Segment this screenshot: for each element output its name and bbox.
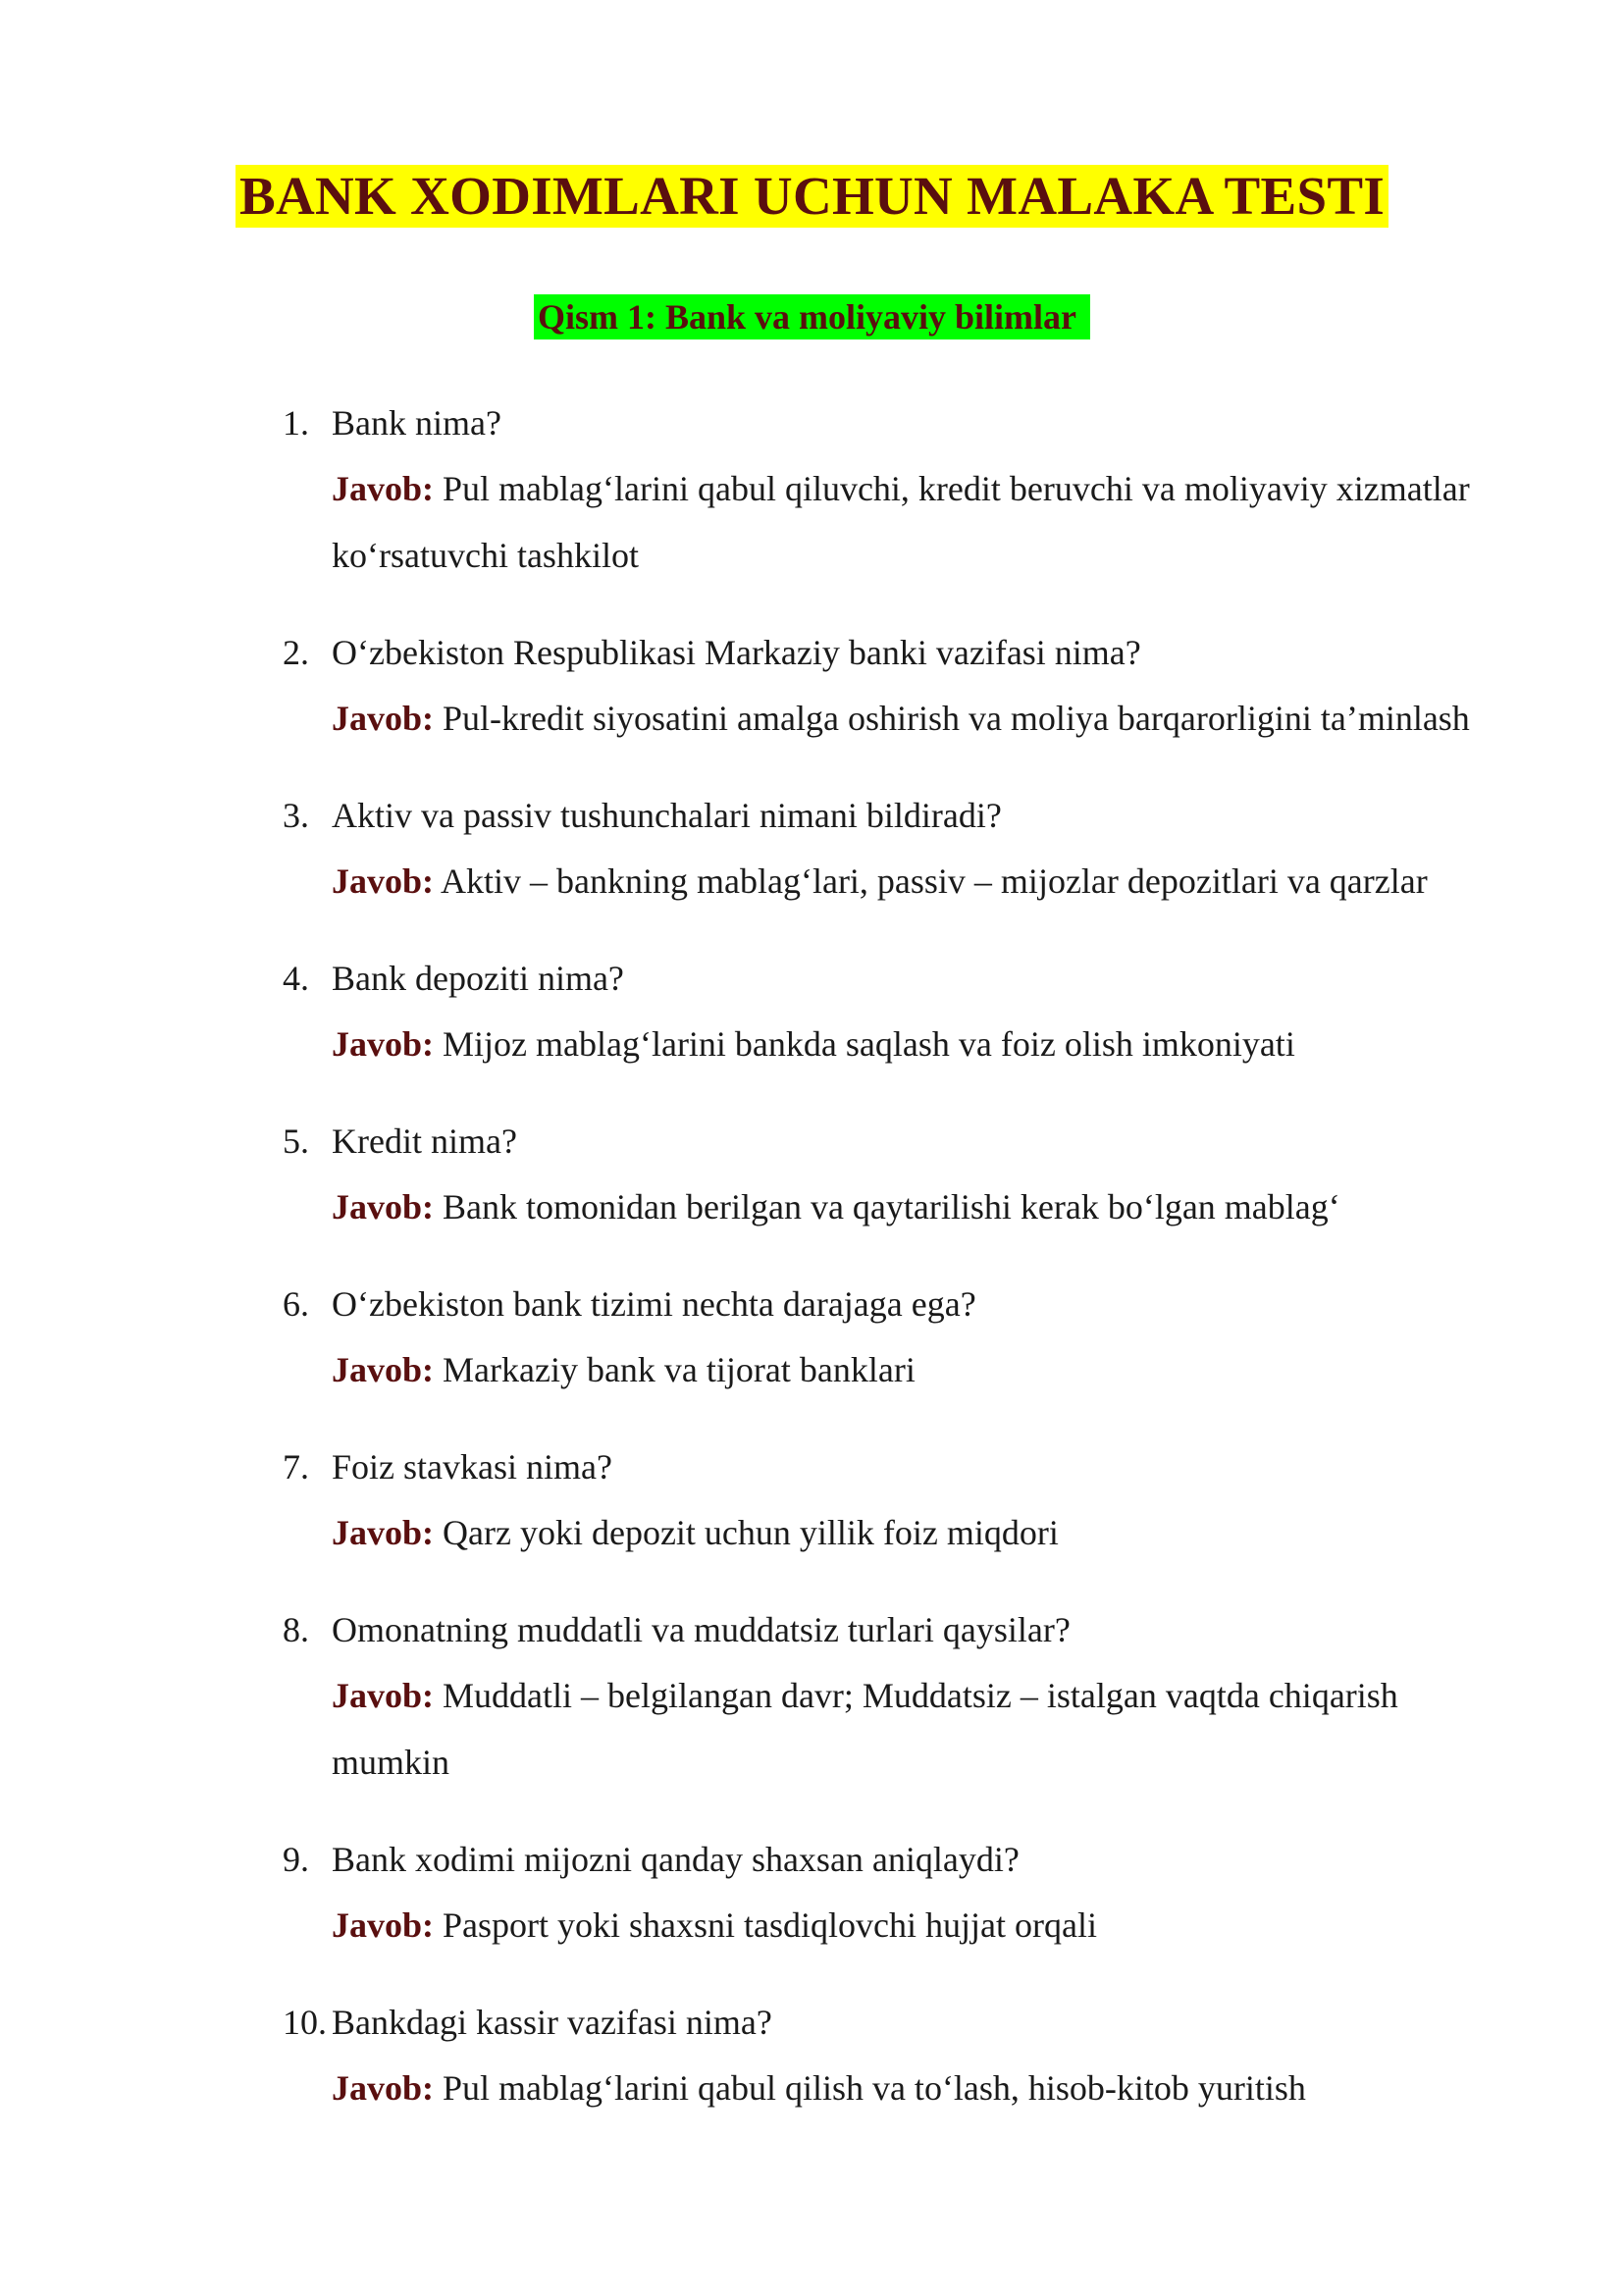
answer-block — [332, 2055, 1499, 2121]
question-text: O‘zbekiston bank tizimi nechta darajaga ega? — [332, 1284, 976, 1324]
question-text: Foiz stavkasi nima? — [332, 1447, 612, 1487]
answer-label: Javob: — [332, 2068, 435, 2108]
answer-label: Javob: — [332, 469, 435, 508]
question-number: 6. — [283, 1284, 309, 1324]
answer-label: Javob: — [332, 1513, 435, 1552]
answer-label: Javob: — [332, 1187, 435, 1226]
question-item — [283, 1109, 1499, 1240]
answer-label: Javob: — [332, 861, 435, 901]
answer-text: Pul mablag‘larini qabul qilish va to‘lash, hisob-kitob yuritish — [443, 2068, 1306, 2108]
answer-label: Javob: — [332, 1905, 435, 1945]
question-item — [283, 1434, 1499, 1566]
answer-text: Muddatli – belgilangan davr; Muddatsiz – istalgan vaqtda chiqarish mumkin — [332, 1676, 1398, 1782]
question-number: 7. — [283, 1447, 309, 1487]
document-title: BANK XODIMLARI UCHUN MALAKA TESTI — [236, 165, 1388, 228]
answer-text: Mijoz mablag‘larini bankda saqlash va foiz olish imkoniyati — [443, 1024, 1295, 1064]
answer-label: Javob: — [332, 1676, 435, 1715]
question-item — [283, 783, 1499, 914]
answer-text: Pasport yoki shaxsni tasdiqlovchi hujjat orqali — [443, 1905, 1097, 1945]
question-item — [283, 620, 1499, 752]
question-number: 8. — [283, 1610, 309, 1649]
question-item — [283, 391, 1499, 589]
section-title-container — [0, 294, 1624, 339]
question-item — [283, 946, 1499, 1077]
question-item — [283, 1990, 1499, 2121]
question-number: 4. — [283, 959, 309, 998]
answer-block — [332, 1662, 1499, 1796]
title-container — [0, 165, 1624, 228]
question-number: 3. — [283, 796, 309, 835]
answer-block — [332, 1011, 1499, 1077]
question-text: Kredit nima? — [332, 1121, 517, 1161]
question-number: 10. — [283, 2003, 327, 2042]
answer-text: Markaziy bank va tijorat banklari — [443, 1350, 916, 1389]
answer-block — [332, 1174, 1499, 1240]
question-item — [283, 1597, 1499, 1796]
question-number: 2. — [283, 633, 309, 672]
answer-block — [332, 1336, 1499, 1403]
question-item — [283, 1827, 1499, 1958]
question-text: Bank nima? — [332, 403, 501, 443]
question-number: 1. — [283, 403, 309, 443]
answer-block — [332, 1892, 1499, 1958]
answer-label: Javob: — [332, 699, 435, 738]
question-text: Bank depoziti nima? — [332, 959, 624, 998]
answer-text: Aktiv – bankning mablag‘lari, passiv – mijozlar depozitlari va qarzlar — [441, 861, 1428, 901]
answer-block — [332, 685, 1499, 752]
question-item — [283, 1272, 1499, 1403]
section-title: Qism 1: Bank va moliyaviy bilimlar — [534, 294, 1090, 339]
answer-text: Qarz yoki depozit uchun yillik foiz miqdori — [443, 1513, 1059, 1552]
question-text: Omonatning muddatli va muddatsiz turlari qaysilar? — [332, 1610, 1071, 1649]
answer-label: Javob: — [332, 1350, 435, 1389]
answer-label: Javob: — [332, 1024, 435, 1064]
answer-text: Bank tomonidan berilgan va qaytarilishi kerak bo‘lgan mablag‘ — [443, 1187, 1340, 1226]
question-number: 5. — [283, 1121, 309, 1161]
answer-text: Pul-kredit siyosatini amalga oshirish va moliya barqarorligini ta’minlash — [443, 699, 1470, 738]
answer-text: Pul mablag‘larini qabul qiluvchi, kredit beruvchi va moliyaviy xizmatlar ko‘rsatuvchi tashkilot — [332, 469, 1470, 575]
question-text: Bankdagi kassir vazifasi nima? — [332, 2003, 772, 2042]
question-number: 9. — [283, 1840, 309, 1879]
question-text: Bank xodimi mijozni qanday shaxsan aniqlaydi? — [332, 1840, 1020, 1879]
answer-block — [332, 1499, 1499, 1566]
question-text: O‘zbekiston Respublikasi Markaziy banki vazifasi nima? — [332, 633, 1141, 672]
answer-block — [332, 848, 1499, 914]
question-list — [283, 391, 1499, 2153]
answer-block — [332, 455, 1499, 589]
question-text: Aktiv va passiv tushunchalari nimani bildiradi? — [332, 796, 1002, 835]
